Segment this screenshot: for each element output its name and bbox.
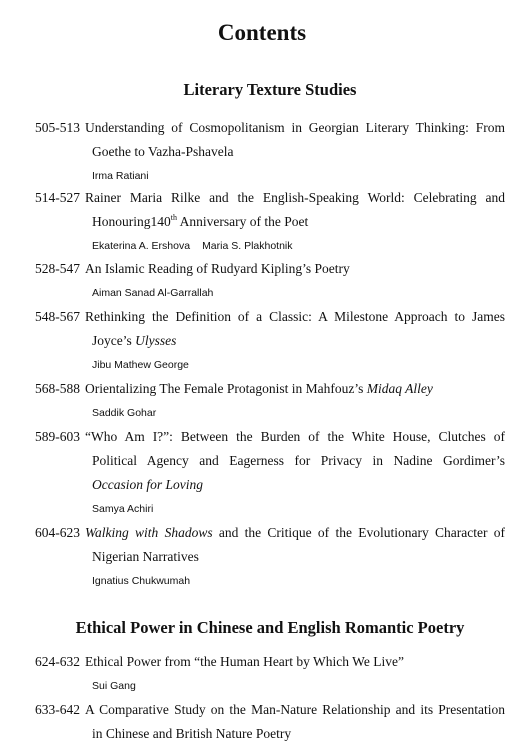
entry-author — [92, 674, 505, 698]
entry-author — [92, 353, 505, 377]
entry-title: An Islamic Reading of Rudyard Kipling’s Poetry — [85, 261, 350, 276]
entry-title: Rethinking the Definition of a Classic: A Milestone Approach to James — [85, 309, 505, 324]
toc-entry[interactable] — [35, 650, 505, 698]
entry-author — [92, 281, 505, 305]
entry-title: Understanding of Cosmopolitanism in Georgian Literary Thinking: From — [85, 120, 505, 135]
entry-title-continued — [92, 473, 505, 497]
toc-entry[interactable] — [35, 521, 505, 593]
toc-entry[interactable] — [35, 305, 505, 377]
entry-title-continued: in Chinese and British Nature Poetry — [92, 726, 292, 741]
page-range: 604-623 — [35, 525, 80, 540]
page-range: 548-567 — [35, 309, 80, 324]
page-range: 528-547 — [35, 261, 80, 276]
author-name: Ignatius Chukwumah — [92, 575, 191, 587]
book-title: Walking with Shadows — [85, 525, 213, 540]
page-range: 633-642 — [35, 702, 80, 717]
page-range: 505-513 — [35, 120, 80, 135]
entry-author — [92, 569, 505, 593]
entry-title-continued: Political Agency and Eagerness for Privacy in Nadine Gordimer’s — [92, 453, 505, 468]
page-range: 624-632 — [35, 654, 80, 669]
author-name: Jibu Mathew George — [92, 359, 189, 371]
entry-title: and the Critique of the Evolutionary Character of — [212, 525, 505, 540]
author-name: Aiman Sanad Al-Garrallah — [92, 287, 214, 299]
toc-entry[interactable] — [35, 377, 505, 425]
page-title: Contents — [217, 20, 307, 45]
toc-entry[interactable] — [35, 116, 505, 188]
author-name: Ekaterina A. Ershova — [92, 240, 191, 252]
entry-title: A Comparative Study on the Man-Nature Relationship and its Presentation — [85, 702, 505, 717]
ordinal-suffix: th — [170, 213, 177, 222]
toc-entry[interactable] — [35, 186, 505, 258]
page-range: 568-588 — [35, 381, 80, 396]
section-title-ethical-power: Ethical Power in Chinese and English Romantic Poetry — [75, 618, 465, 637]
toc-entry[interactable] — [35, 257, 505, 305]
entry-author — [92, 401, 505, 425]
author-name: Sui Gang — [92, 680, 136, 692]
entry-title-line — [35, 116, 505, 140]
toc-entry[interactable] — [35, 425, 505, 521]
author-name: Irma Ratiani — [92, 170, 149, 182]
entry-title-line — [35, 650, 505, 674]
book-title: Midaq Alley — [366, 381, 433, 396]
entry-title-continued: Goethe to Vazha-Pshavela — [92, 144, 234, 159]
entry-title-line — [35, 425, 505, 449]
author-name: Samya Achiri — [92, 503, 154, 515]
entry-title: Ethical Power from “the Human Heart by Which We Live” — [85, 654, 404, 669]
entry-title-continued: Joyce’s Ulysses — [92, 333, 177, 348]
page-range: 589-603 — [35, 429, 80, 444]
book-title: Ulysses — [135, 333, 177, 348]
entry-title-line — [35, 377, 505, 401]
book-title: Occasion for Loving — [92, 477, 203, 492]
author-name: Maria S. Plakhotnik — [202, 240, 293, 252]
entry-author — [92, 497, 505, 521]
entry-title-line — [35, 257, 505, 281]
entry-title-line — [35, 698, 505, 722]
entry-author — [92, 164, 505, 188]
entry-title: Orientalizing The Female Protagonist in Mahfouz’s — [85, 381, 367, 396]
author-name: Saddik Gohar — [92, 407, 157, 419]
entry-title: Rainer Maria Rilke and the English-Speaking World: Celebrating and — [85, 190, 505, 205]
entry-title: “Who Am I?”: Between the Burden of the White House, Clutches of — [85, 429, 505, 444]
entry-title-line — [35, 186, 505, 210]
page-range: 514-527 — [35, 190, 80, 205]
toc-entry[interactable] — [35, 698, 505, 746]
entry-author — [92, 234, 505, 258]
entry-title-line — [35, 521, 505, 545]
entry-title-continued: Honouring140th Anniversary of the Poet — [92, 213, 309, 229]
entry-title-line — [35, 305, 505, 329]
section-title-literary-texture: Literary Texture Studies — [183, 80, 357, 99]
entry-title-continued: Nigerian Narratives — [92, 549, 199, 564]
